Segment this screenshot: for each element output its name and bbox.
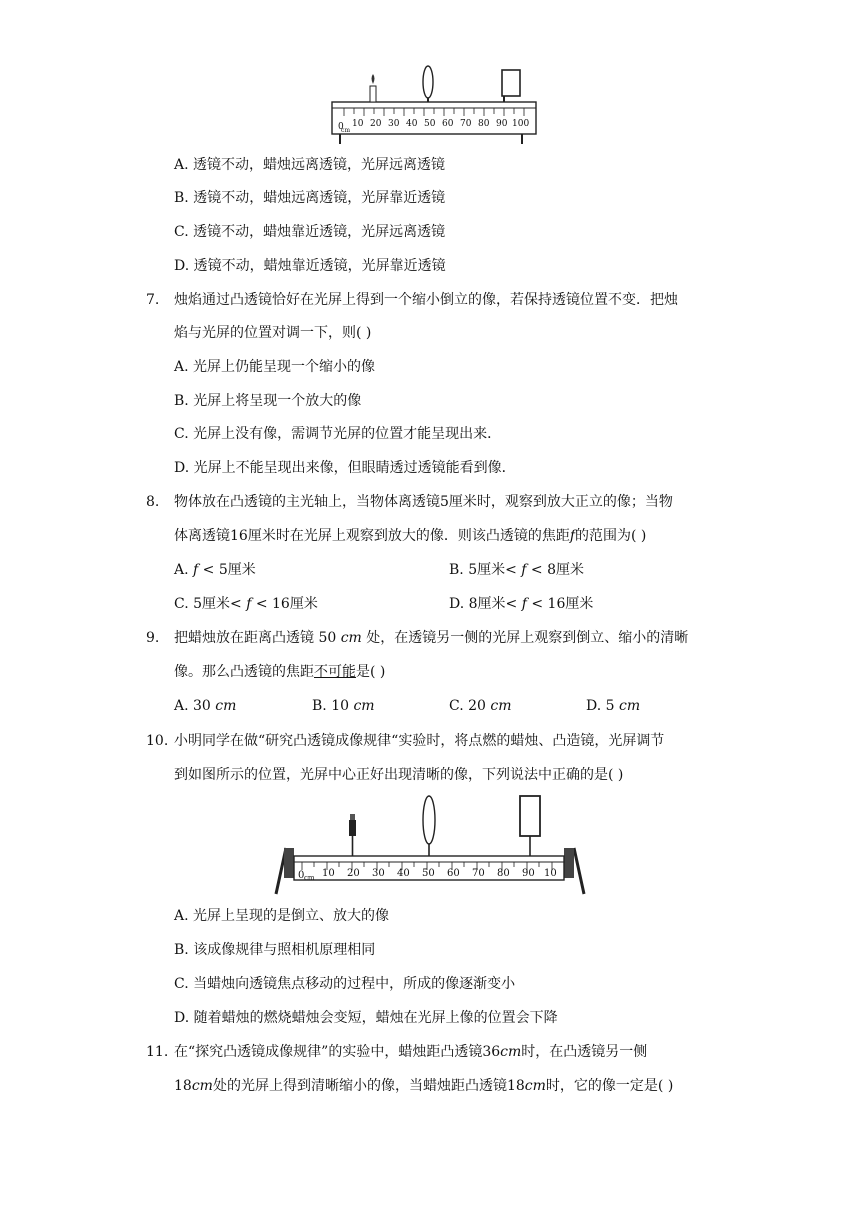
q6-option-b[interactable]: B. 透镜不动，蜡烛远离透镜，光屏靠近透镜 bbox=[174, 190, 446, 206]
svg-text:70: 70 bbox=[472, 868, 485, 879]
optical-bench-figure-1 bbox=[330, 64, 538, 148]
svg-text:10: 10 bbox=[352, 119, 364, 129]
q10-option-d[interactable]: D. 随着蜡烛的燃烧蜡烛会变短，蜡烛在光屏上像的位置会下降 bbox=[174, 1010, 558, 1026]
svg-text:10: 10 bbox=[544, 868, 557, 879]
svg-text:80: 80 bbox=[497, 868, 510, 879]
q9-number: 9. bbox=[146, 630, 160, 646]
svg-text:40: 40 bbox=[406, 119, 418, 129]
convex-lens-icon bbox=[423, 796, 435, 856]
bench-rail bbox=[332, 102, 536, 134]
optical-bench-figure-2 bbox=[272, 794, 588, 898]
q8-option-d[interactable]: D. 8厘米< f < 16厘米 bbox=[449, 596, 594, 612]
q9-stem-line-2: 像。那么凸透镜的焦距不可能是( ) bbox=[174, 664, 386, 680]
q9-stem-line-1: 把蜡烛放在距离凸透镜 50 cm 处，在透镜另一侧的光屏上观察到倒立、缩小的清晰 bbox=[174, 630, 689, 646]
q9-option-c[interactable]: C. 20 cm bbox=[449, 698, 512, 714]
q9-option-d[interactable]: D. 5 cm bbox=[586, 698, 641, 714]
q8-stem-line-1: 物体放在凸透镜的主光轴上，当物体离透镜5厘米时，观察到放大正立的像；当物 bbox=[174, 494, 673, 510]
svg-text:10: 10 bbox=[322, 868, 335, 879]
q6-option-c[interactable]: C. 透镜不动，蜡烛靠近透镜，光屏远离透镜 bbox=[174, 224, 446, 240]
candle-icon bbox=[370, 74, 376, 102]
q7-number: 7. bbox=[146, 292, 160, 308]
q11-number: 11. bbox=[146, 1044, 169, 1060]
svg-text:0: 0 bbox=[338, 122, 344, 132]
q10-option-a[interactable]: A. 光屏上呈现的是倒立、放大的像 bbox=[174, 908, 390, 924]
svg-text:30: 30 bbox=[372, 868, 385, 879]
svg-text:cm: cm bbox=[341, 127, 351, 134]
q7-option-d[interactable]: D. 光屏上不能呈现出来像，但眼睛透过透镜能看到像． bbox=[174, 460, 516, 476]
q7-stem-line-1: 烛焰通过凸透镜恰好在光屏上得到一个缩小倒立的像，若保持透镜位置不变．把烛 bbox=[174, 292, 678, 308]
svg-text:90: 90 bbox=[522, 868, 535, 879]
q9-underlined-phrase: 不可能 bbox=[314, 664, 356, 680]
q7-stem-line-2: 焰与光屏的位置对调一下，则( ) bbox=[174, 325, 372, 341]
svg-text:50: 50 bbox=[422, 868, 435, 879]
light-screen-icon bbox=[502, 70, 520, 102]
svg-text:60: 60 bbox=[447, 868, 460, 879]
svg-text:cm: cm bbox=[304, 874, 315, 882]
svg-text:100: 100 bbox=[512, 119, 530, 129]
q9-option-b[interactable]: B. 10 cm bbox=[312, 698, 375, 714]
q9-option-a[interactable]: A. 30 cm bbox=[174, 698, 237, 714]
convex-lens-icon bbox=[423, 66, 433, 102]
q10-option-c[interactable]: C. 当蜡烛向透镜焦点移动的过程中，所成的像逐渐变小 bbox=[174, 976, 516, 992]
svg-text:50: 50 bbox=[424, 119, 436, 129]
q10-number: 10. bbox=[146, 733, 169, 749]
svg-text:70: 70 bbox=[460, 119, 472, 129]
q10-stem-line-1: 小明同学在做“研究凸透镜成像规律“实验时，将点燃的蜡烛、凸造镜，光屏调节 bbox=[174, 733, 665, 749]
q8-option-b[interactable]: B. 5厘米< f < 8厘米 bbox=[449, 562, 585, 578]
q10-stem-line-2: 到如图所示的位置，光屏中心正好出现清晰的像，下列说法中正确的是( ) bbox=[174, 767, 624, 783]
svg-text:60: 60 bbox=[442, 119, 454, 129]
svg-text:80: 80 bbox=[478, 119, 490, 129]
candle-icon bbox=[349, 814, 356, 856]
q7-option-b[interactable]: B. 光屏上将呈现一个放大的像 bbox=[174, 393, 362, 409]
q10-option-b[interactable]: B. 该成像规律与照相机原理相同 bbox=[174, 942, 376, 958]
q8-stem-line-2: 体离透镜16厘米时在光屏上观察到放大的像．则该凸透镜的焦距f的范围为( ) bbox=[174, 528, 647, 544]
q11-stem-line-1: 在“探究凸透镜成像规律”的实验中，蜡烛距凸透镜36cm时，在凸透镜另一侧 bbox=[174, 1044, 648, 1060]
svg-text:20: 20 bbox=[347, 868, 360, 879]
q8-option-c[interactable]: C. 5厘米< f < 16厘米 bbox=[174, 596, 318, 612]
q8-number: 8. bbox=[146, 494, 160, 510]
q7-option-a[interactable]: A. 光屏上仍能呈现一个缩小的像 bbox=[174, 359, 376, 375]
svg-text:30: 30 bbox=[388, 119, 400, 129]
q6-option-a[interactable]: A. 透镜不动，蜡烛远离透镜，光屏远离透镜 bbox=[174, 157, 446, 173]
q8-option-a[interactable]: A. f < 5厘米 bbox=[174, 562, 256, 578]
svg-text:0: 0 bbox=[298, 870, 305, 881]
light-screen-icon bbox=[520, 796, 540, 856]
svg-text:40: 40 bbox=[397, 868, 410, 879]
q7-option-c[interactable]: C. 光屏上没有像，需调节光屏的位置才能呈现出来． bbox=[174, 426, 502, 442]
q6-option-d[interactable]: D. 透镜不动，蜡烛靠近透镜，光屏靠近透镜 bbox=[174, 258, 446, 274]
svg-text:90: 90 bbox=[496, 119, 508, 129]
svg-text:20: 20 bbox=[370, 119, 382, 129]
q11-stem-line-2: 18cm处的光屏上得到清晰缩小的像，当蜡烛距凸透镜18cm时，它的像一定是( ) bbox=[174, 1078, 674, 1094]
